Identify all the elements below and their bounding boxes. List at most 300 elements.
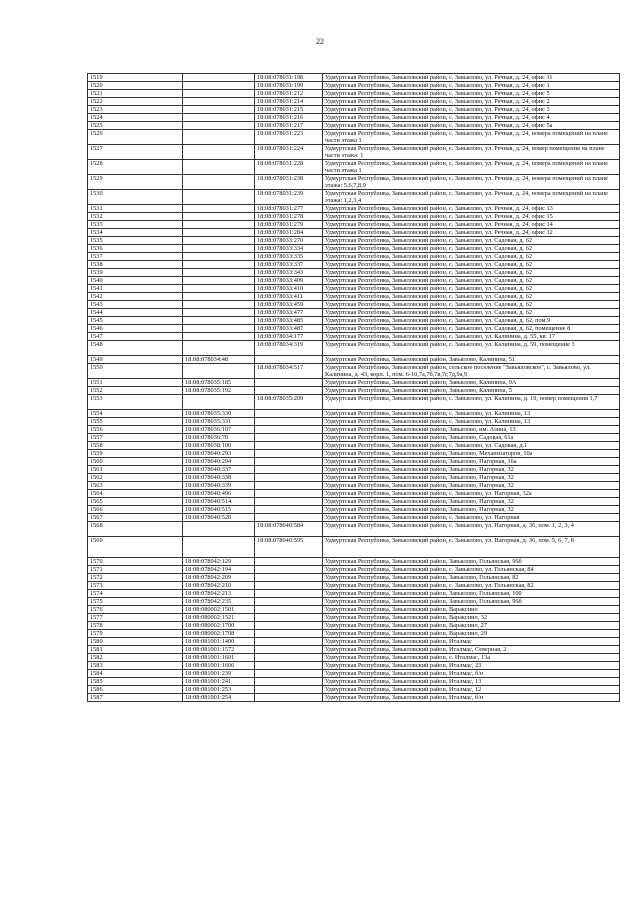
building-cadastral-number-cell: [255, 678, 323, 686]
land-cadastral-number-cell: [183, 229, 255, 237]
building-cadastral-number-cell: 18:08:078033:485: [255, 317, 323, 325]
building-cadastral-number-cell: 18:08:078033:337: [255, 261, 323, 269]
land-cadastral-number-cell: 18:08:078040:514: [183, 498, 255, 506]
address-cell: Удмуртская Республика, Завьяловский район, с. Завьялово, ул. Гольянская, 82: [323, 582, 620, 590]
land-cadastral-number-cell: 18:08:081001:253: [183, 686, 255, 694]
table-row: [88, 221, 620, 229]
land-cadastral-number-cell: [183, 82, 255, 90]
land-cadastral-number-cell: [183, 114, 255, 122]
land-cadastral-number-cell: 18:08:078040:496: [183, 490, 255, 498]
address-cell: Удмуртская Республика, Завьяловский район, с. Завьялово, ул. Речная, д. 24, номера помещений на плане этажа: 1,2,3,4: [323, 190, 620, 205]
row-number-cell: 1537: [88, 253, 183, 261]
table-row: [88, 630, 620, 638]
address-cell: Удмуртская Республика, Завьяловский район, с. Завьялово, ул. Садовая, д. 62: [323, 293, 620, 301]
table-row: [88, 670, 620, 678]
address-cell: Удмуртская Республика, Завьяловский район, с. Завьялово, ул. Речная, д. 24, офис 13: [323, 205, 620, 213]
row-number-cell: 1531: [88, 205, 183, 213]
row-number-cell: 1521: [88, 90, 183, 98]
row-number-cell: 1586: [88, 686, 183, 694]
row-number-cell: 1578: [88, 622, 183, 630]
address-cell: Удмуртская Республика, Завьяловский район, с. Завьялово, ул. Речная, д. 24, офис 14: [323, 221, 620, 229]
address-cell: Удмуртская Республика, Завьяловский район, с. Завьялово, ул. Речная, д. 24, номер помещения на плане части этажа: 1: [323, 145, 620, 160]
land-cadastral-number-cell: 18:08:078035:192: [183, 387, 255, 395]
address-cell: Удмуртская Республика, Завьяловский район, с. Завьялово, ул. Калинина, д. 59, помещение 3: [323, 341, 620, 356]
building-cadastral-number-cell: 18:08:078033:343: [255, 269, 323, 277]
land-cadastral-number-cell: [183, 261, 255, 269]
table-row: [88, 317, 620, 325]
building-cadastral-number-cell: 18:08:078033:409: [255, 277, 323, 285]
address-cell: Удмуртская Республика, Завьяловский район, Италмас, 23: [323, 662, 620, 670]
building-cadastral-number-cell: 18:08:078033:459: [255, 301, 323, 309]
address-cell: Удмуртская Республика, Завьяловский район, Завьялово, им. Азина, 13: [323, 426, 620, 434]
building-cadastral-number-cell: [255, 606, 323, 614]
row-number-cell: 1575: [88, 598, 183, 606]
row-number-cell: 1549: [88, 356, 183, 364]
table-row: [88, 325, 620, 333]
row-number-cell: 1554: [88, 410, 183, 418]
row-number-cell: 1587: [88, 694, 183, 702]
table-row: [88, 590, 620, 598]
row-number-cell: 1555: [88, 418, 183, 426]
building-cadastral-number-cell: [255, 466, 323, 474]
table-row: [88, 638, 620, 646]
land-cadastral-number-cell: [183, 317, 255, 325]
building-cadastral-number-cell: [255, 582, 323, 590]
land-cadastral-number-cell: [183, 341, 255, 356]
building-cadastral-number-cell: 18:08:078031:199: [255, 82, 323, 90]
address-cell: Удмуртская Республика, Завьяловский район, с. Завьялово, ул. Калинина, 13: [323, 418, 620, 426]
row-number-cell: 1577: [88, 614, 183, 622]
address-cell: Удмуртская Республика, Завьяловский район, Завьялово, Садовая, 61а: [323, 434, 620, 442]
land-cadastral-number-cell: 18:08:081001:1601: [183, 654, 255, 662]
building-cadastral-number-cell: [255, 450, 323, 458]
row-number-cell: 1520: [88, 82, 183, 90]
table-row: [88, 356, 620, 364]
address-cell: Удмуртская Республика, Завьяловский район, с. Завьялово, ул. Садовая, д. 62, помещение 8: [323, 325, 620, 333]
row-number-cell: 1526: [88, 130, 183, 145]
table-row: [88, 506, 620, 514]
land-cadastral-number-cell: 18:08:078040:528: [183, 514, 255, 522]
table-row: [88, 122, 620, 130]
address-cell: Удмуртская Республика, Завьяловский район, сельское поселение "Завьяловское", с. Завьялово, ул. Калинина, д. 43, корп. 1, пом. 6-10,7а,7б,7в,7г,7д,9а,9: [323, 364, 620, 379]
land-cadastral-number-cell: 18:08:078042:194: [183, 566, 255, 574]
land-cadastral-number-cell: [183, 205, 255, 213]
building-cadastral-number-cell: 18:08:078031:214: [255, 98, 323, 106]
row-number-cell: 1581: [88, 646, 183, 654]
row-number-cell: 1562: [88, 474, 183, 482]
building-cadastral-number-cell: [255, 387, 323, 395]
address-cell: Удмуртская Республика, Завьяловский район, с. Завьялово, ул. Садовая, д.1: [323, 442, 620, 450]
table-row: [88, 474, 620, 482]
building-cadastral-number-cell: 18:08:078031:238: [255, 175, 323, 190]
land-cadastral-number-cell: 18:08:078035:185: [183, 379, 255, 387]
table-row: [88, 387, 620, 395]
building-cadastral-number-cell: [255, 458, 323, 466]
table-row: [88, 309, 620, 317]
land-cadastral-number-cell: [183, 213, 255, 221]
row-number-cell: 1573: [88, 582, 183, 590]
land-cadastral-number-cell: [183, 90, 255, 98]
building-cadastral-number-cell: 18:08:078034:517: [255, 364, 323, 379]
building-cadastral-number-cell: [255, 418, 323, 426]
land-cadastral-number-cell: 18:08:080002:1521: [183, 614, 255, 622]
table-row: [88, 482, 620, 490]
building-cadastral-number-cell: [255, 482, 323, 490]
address-cell: Удмуртская Республика, Завьяловский район, с. Завьялово, ул. Нагорная, д. 36, пом. 1, 2, 3, 4: [323, 522, 620, 537]
table-row: [88, 450, 620, 458]
table-row: [88, 145, 620, 160]
row-number-cell: 1541: [88, 285, 183, 293]
table-row: [88, 566, 620, 574]
address-cell: Удмуртская Республика, Завьяловский район, с. Завьялово, ул. Речная, д. 24, офис 11: [323, 74, 620, 82]
address-cell: Удмуртская Республика, Завьяловский район, Италмас, Северная, 2: [323, 646, 620, 654]
table-row: [88, 175, 620, 190]
building-cadastral-number-cell: [255, 622, 323, 630]
table-row: [88, 558, 620, 566]
address-cell: Удмуртская Республика, Завьяловский район, с. Завьялово, ул. Калинина, д. 55, кв. 17: [323, 333, 620, 341]
address-cell: Удмуртская Республика, Завьяловский район, Завьялово, Механизаторов, 10а: [323, 450, 620, 458]
row-number-cell: 1522: [88, 98, 183, 106]
row-number-cell: 1534: [88, 229, 183, 237]
land-cadastral-number-cell: 18:08:078042:209: [183, 574, 255, 582]
registry-table: [87, 73, 620, 702]
land-cadastral-number-cell: [183, 98, 255, 106]
building-cadastral-number-cell: 18:08:078033:487: [255, 325, 323, 333]
land-cadastral-number-cell: [183, 301, 255, 309]
land-cadastral-number-cell: [183, 325, 255, 333]
building-cadastral-number-cell: 18:08:078040:595: [255, 537, 323, 558]
building-cadastral-number-cell: [255, 646, 323, 654]
address-cell: Удмуртская Республика, Завьяловский район, с. Завьялово, ул. Садовая, д. 62: [323, 285, 620, 293]
address-cell: Удмуртская Республика, Завьяловский район, Завьялово, Калинина, 5: [323, 387, 620, 395]
row-number-cell: 1560: [88, 458, 183, 466]
address-cell: Удмуртская Республика, Завьяловский район, с. Завьялово, ул. Садовая, д. 62: [323, 237, 620, 245]
row-number-cell: 1556: [88, 426, 183, 434]
row-number-cell: 1551: [88, 379, 183, 387]
land-cadastral-number-cell: 18:08:078035:330: [183, 410, 255, 418]
table-row: [88, 160, 620, 175]
land-cadastral-number-cell: [183, 309, 255, 317]
table-row: [88, 269, 620, 277]
building-cadastral-number-cell: [255, 654, 323, 662]
building-cadastral-number-cell: [255, 630, 323, 638]
table-row: [88, 514, 620, 522]
row-number-cell: 1559: [88, 450, 183, 458]
address-cell: Удмуртская Республика, Завьяловский район, с. Завьялово, ул. Калинина, д. 19, номер помещения 1,7: [323, 395, 620, 410]
table-row: [88, 522, 620, 537]
address-cell: Удмуртская Республика, Завьяловский район, с. Завьялово, ул. Речная, д. 24, офис 4: [323, 114, 620, 122]
row-number-cell: 1583: [88, 662, 183, 670]
table-row: [88, 410, 620, 418]
land-cadastral-number-cell: 18:08:081001:1572: [183, 646, 255, 654]
land-cadastral-number-cell: [183, 221, 255, 229]
table-row: [88, 205, 620, 213]
row-number-cell: 1570: [88, 558, 183, 566]
table-row: [88, 654, 620, 662]
row-number-cell: 1574: [88, 590, 183, 598]
table-row: [88, 582, 620, 590]
table-row: [88, 82, 620, 90]
building-cadastral-number-cell: [255, 574, 323, 582]
table-row: [88, 458, 620, 466]
building-cadastral-number-cell: [255, 558, 323, 566]
table-row: [88, 466, 620, 474]
building-cadastral-number-cell: 18:08:078031:198: [255, 74, 323, 82]
building-cadastral-number-cell: [255, 686, 323, 694]
land-cadastral-number-cell: [183, 522, 255, 537]
address-cell: Удмуртская Республика, Завьяловский район, с. Завьялово, ул. Речная, д. 24, офис 15: [323, 213, 620, 221]
address-cell: Удмуртская Республика, Завьяловский район, с. Завьялово, ул. Садовая, д. 62: [323, 277, 620, 285]
table-row: [88, 686, 620, 694]
table-row: [88, 606, 620, 614]
table-row: [88, 114, 620, 122]
table-row: [88, 293, 620, 301]
row-number-cell: 1529: [88, 175, 183, 190]
land-cadastral-number-cell: 18:08:078035:331: [183, 418, 255, 426]
row-number-cell: 1546: [88, 325, 183, 333]
land-cadastral-number-cell: [183, 237, 255, 245]
address-cell: Удмуртская Республика, Завьяловский район, Завьялово, Гольянская, 96б: [323, 558, 620, 566]
building-cadastral-number-cell: [255, 442, 323, 450]
table-row: [88, 694, 620, 702]
address-cell: Удмуртская Республика, Завьяловский район, с. Завьялово, ул. Садовая, д. 62, пом.9: [323, 317, 620, 325]
address-cell: Удмуртская Республика, Завьяловский район, Варакcино, 27: [323, 622, 620, 630]
building-cadastral-number-cell: [255, 694, 323, 702]
table-row: [88, 395, 620, 410]
row-number-cell: 1530: [88, 190, 183, 205]
row-number-cell: 1561: [88, 466, 183, 474]
address-cell: Удмуртская Республика, Завьяловский район, Завьялово, Нагорная, 32: [323, 506, 620, 514]
building-cadastral-number-cell: 18:08:078031:279: [255, 221, 323, 229]
building-cadastral-number-cell: [255, 434, 323, 442]
building-cadastral-number-cell: 18:08:078031:224: [255, 145, 323, 160]
row-number-cell: 1558: [88, 442, 183, 450]
land-cadastral-number-cell: 18:08:078040:294: [183, 458, 255, 466]
table-row: [88, 614, 620, 622]
land-cadastral-number-cell: [183, 277, 255, 285]
address-cell: Удмуртская Республика, Завьяловский район, с. Завьялово, ул. Садовая, д. 62: [323, 253, 620, 261]
land-cadastral-number-cell: 18:08:078040:338: [183, 474, 255, 482]
land-cadastral-number-cell: 18:08:081001:239: [183, 670, 255, 678]
table-row: [88, 434, 620, 442]
land-cadastral-number-cell: 18:08:078040:293: [183, 450, 255, 458]
building-cadastral-number-cell: [255, 498, 323, 506]
table-row: [88, 364, 620, 379]
building-cadastral-number-cell: [255, 506, 323, 514]
registry-table-body: [88, 74, 620, 702]
address-cell: Удмуртская Республика, Завьяловский район, Завьялово, Нагорная, 32: [323, 466, 620, 474]
land-cadastral-number-cell: 18:08:078042:129: [183, 558, 255, 566]
building-cadastral-number-cell: [255, 426, 323, 434]
building-cadastral-number-cell: 18:08:078033:334: [255, 245, 323, 253]
building-cadastral-number-cell: 18:08:078031:239: [255, 190, 323, 205]
land-cadastral-number-cell: [183, 293, 255, 301]
land-cadastral-number-cell: [183, 395, 255, 410]
table-row: [88, 646, 620, 654]
address-cell: Удмуртская Республика, Завьяловский район, с. Завьялово, ул. Нагорная, 32а: [323, 490, 620, 498]
land-cadastral-number-cell: [183, 333, 255, 341]
land-cadastral-number-cell: 18:08:078042:235: [183, 598, 255, 606]
row-number-cell: 1519: [88, 74, 183, 82]
land-cadastral-number-cell: [183, 145, 255, 160]
address-cell: Удмуртская Республика, Завьяловский район, Завьялово, Гольянская, 82: [323, 574, 620, 582]
land-cadastral-number-cell: [183, 245, 255, 253]
address-cell: Удмуртская Республика, Завьяловский район, с. Завьялово, ул. Речная, д. 24, офис 5а: [323, 122, 620, 130]
building-cadastral-number-cell: 18:08:078031:223: [255, 130, 323, 145]
building-cadastral-number-cell: 18:08:078031:217: [255, 122, 323, 130]
land-cadastral-number-cell: [183, 537, 255, 558]
row-number-cell: 1525: [88, 122, 183, 130]
table-row: [88, 74, 620, 82]
land-cadastral-number-cell: [183, 269, 255, 277]
row-number-cell: 1544: [88, 309, 183, 317]
land-cadastral-number-cell: [183, 130, 255, 145]
row-number-cell: 1532: [88, 213, 183, 221]
address-cell: Удмуртская Республика, Завьяловский район, с. Завьялово, ул. Садовая, д. 62: [323, 261, 620, 269]
row-number-cell: 1563: [88, 482, 183, 490]
row-number-cell: 1540: [88, 277, 183, 285]
table-row: [88, 426, 620, 434]
table-row: [88, 574, 620, 582]
building-cadastral-number-cell: [255, 514, 323, 522]
address-cell: Удмуртская Республика, Завьяловский район, Италмас, б/н: [323, 694, 620, 702]
row-number-cell: 1567: [88, 514, 183, 522]
row-number-cell: 1579: [88, 630, 183, 638]
land-cadastral-number-cell: 18:08:081001:1606: [183, 662, 255, 670]
building-cadastral-number-cell: 18:08:078034:319: [255, 341, 323, 356]
address-cell: Удмуртская Республика, Завьяловский район, Завьялово, Нагорная, 32: [323, 482, 620, 490]
table-row: [88, 190, 620, 205]
land-cadastral-number-cell: [183, 253, 255, 261]
building-cadastral-number-cell: 18:08:078031:216: [255, 114, 323, 122]
address-cell: Удмуртская Республика, Завьяловский район, с. Завьялово, ул. Речная, д. 24, офис 12: [323, 229, 620, 237]
table-row: [88, 442, 620, 450]
land-cadastral-number-cell: 18:08:080002:1708: [183, 630, 255, 638]
row-number-cell: 1548: [88, 341, 183, 356]
land-cadastral-number-cell: [183, 122, 255, 130]
row-number-cell: 1582: [88, 654, 183, 662]
address-cell: Удмуртская Республика, Завьяловский район, Завьялово, Калинина, 9А: [323, 379, 620, 387]
building-cadastral-number-cell: 18:08:078033:411: [255, 293, 323, 301]
land-cadastral-number-cell: [183, 190, 255, 205]
building-cadastral-number-cell: 18:08:078033:477: [255, 309, 323, 317]
row-number-cell: 1527: [88, 145, 183, 160]
address-cell: Удмуртская Республика, Завьяловский район, с. Завьялово, ул. Речная, д. 24, офис 1: [323, 82, 620, 90]
land-cadastral-number-cell: 18:08:078036:107: [183, 426, 255, 434]
row-number-cell: 1568: [88, 522, 183, 537]
land-cadastral-number-cell: [183, 160, 255, 175]
address-cell: Удмуртская Республика, Завьяловский район, Завьялово, Гольянская, 100: [323, 590, 620, 598]
address-cell: Удмуртская Республика, Завьяловский район, Завьялово, Нагорная, 16а: [323, 458, 620, 466]
building-cadastral-number-cell: [255, 356, 323, 364]
table-row: [88, 98, 620, 106]
building-cadastral-number-cell: 18:08:078034:177: [255, 333, 323, 341]
table-row: [88, 333, 620, 341]
address-cell: Удмуртская Республика, Завьяловский район, Италмас, 12: [323, 686, 620, 694]
table-row: [88, 253, 620, 261]
table-row: [88, 261, 620, 269]
table-row: [88, 418, 620, 426]
table-row: [88, 490, 620, 498]
table-row: [88, 213, 620, 221]
address-cell: Удмуртская Республика, Завьяловский район, с. Завьялово, ул. Нагорная: [323, 514, 620, 522]
address-cell: Удмуртская Республика, Завьяловский район, Завьялово, Нагорная, 32: [323, 474, 620, 482]
land-cadastral-number-cell: 18:08:078040:339: [183, 482, 255, 490]
row-number-cell: 1552: [88, 387, 183, 395]
land-cadastral-number-cell: [183, 106, 255, 114]
table-row: [88, 598, 620, 606]
table-row: [88, 662, 620, 670]
building-cadastral-number-cell: 18:08:078031:277: [255, 205, 323, 213]
row-number-cell: 1557: [88, 434, 183, 442]
address-cell: Удмуртская Республика, Завьяловский район, Италмас: [323, 638, 620, 646]
address-cell: Удмуртская Республика, Завьяловский район, с. Завьялово, ул. Речная, д. 24, офис 5: [323, 90, 620, 98]
building-cadastral-number-cell: 18:08:078031:284: [255, 229, 323, 237]
building-cadastral-number-cell: 18:08:078033:270: [255, 237, 323, 245]
table-row: [88, 90, 620, 98]
building-cadastral-number-cell: 18:08:078031:212: [255, 90, 323, 98]
land-cadastral-number-cell: 18:08:078034:48: [183, 356, 255, 364]
row-number-cell: 1535: [88, 237, 183, 245]
land-cadastral-number-cell: 18:08:078038:100: [183, 442, 255, 450]
land-cadastral-number-cell: [183, 74, 255, 82]
row-number-cell: 1543: [88, 301, 183, 309]
row-number-cell: 1572: [88, 574, 183, 582]
address-cell: Удмуртская Республика, Завьяловский район, с. Завьялово, ул. Садовая, д. 62: [323, 245, 620, 253]
table-row: [88, 285, 620, 293]
address-cell: Удмуртская Республика, Завьяловский район, с. Завьялово, ул. Речная, д. 24, номера помещений на плане части этажа 1: [323, 160, 620, 175]
address-cell: Удмуртская Республика, Завьяловский район, с. Завьялово, ул. Калинина, 13: [323, 410, 620, 418]
land-cadastral-number-cell: 18:08:078040:337: [183, 466, 255, 474]
land-cadastral-number-cell: 18:08:078036:70: [183, 434, 255, 442]
row-number-cell: 1533: [88, 221, 183, 229]
building-cadastral-number-cell: 18:08:078031:278: [255, 213, 323, 221]
table-row: [88, 130, 620, 145]
address-cell: Удмуртская Республика, Завьяловский район, с. Завьялово, ул. Гольянская, 84: [323, 566, 620, 574]
table-row: [88, 301, 620, 309]
address-cell: Удмуртская Республика, Завьяловский район, Италмас, 13: [323, 678, 620, 686]
row-number-cell: 1569: [88, 537, 183, 558]
table-row: [88, 678, 620, 686]
address-cell: Удмуртская Республика, Завьяловский район, с. Завьялово, ул. Речная, д. 24, офис 3: [323, 106, 620, 114]
address-cell: Удмуртская Республика, Завьяловский район, с. Завьялово, ул. Садовая, д. 62: [323, 309, 620, 317]
row-number-cell: 1545: [88, 317, 183, 325]
address-cell: Удмуртская Республика, Завьяловский район, Завьялово, Калинина, 51: [323, 356, 620, 364]
row-number-cell: 1565: [88, 498, 183, 506]
row-number-cell: 1524: [88, 114, 183, 122]
building-cadastral-number-cell: [255, 670, 323, 678]
land-cadastral-number-cell: 18:08:080002:1700: [183, 622, 255, 630]
land-cadastral-number-cell: 18:08:078040:515: [183, 506, 255, 514]
table-row: [88, 341, 620, 356]
address-cell: Удмуртская Республика, Завьяловский район, с. Завьялово, ул. Речная, д. 24, офис 2: [323, 98, 620, 106]
table-row: [88, 537, 620, 558]
row-number-cell: 1536: [88, 245, 183, 253]
table-row: [88, 379, 620, 387]
address-cell: Удмуртская Республика, Завьяловский район, Варакcино: [323, 606, 620, 614]
land-cadastral-number-cell: [183, 285, 255, 293]
building-cadastral-number-cell: 18:08:078035:209: [255, 395, 323, 410]
table-row: [88, 237, 620, 245]
address-cell: Удмуртская Республика, Завьяловский район, с. Завьялово, ул. Нагорная, д. 36, пом. 5, 6, 7, 8: [323, 537, 620, 558]
row-number-cell: 1547: [88, 333, 183, 341]
address-cell: Удмуртская Республика, Завьяловский район, с. Италмас, 13а: [323, 654, 620, 662]
row-number-cell: 1584: [88, 670, 183, 678]
address-cell: Удмуртская Республика, Завьяловский район, с. Завьялово, ул. Речная, д. 24, номера помещений на плане части этажа 1: [323, 130, 620, 145]
address-cell: Удмуртская Республика, Завьяловский район, Варакcино, 32: [323, 614, 620, 622]
building-cadastral-number-cell: [255, 490, 323, 498]
row-number-cell: 1564: [88, 490, 183, 498]
